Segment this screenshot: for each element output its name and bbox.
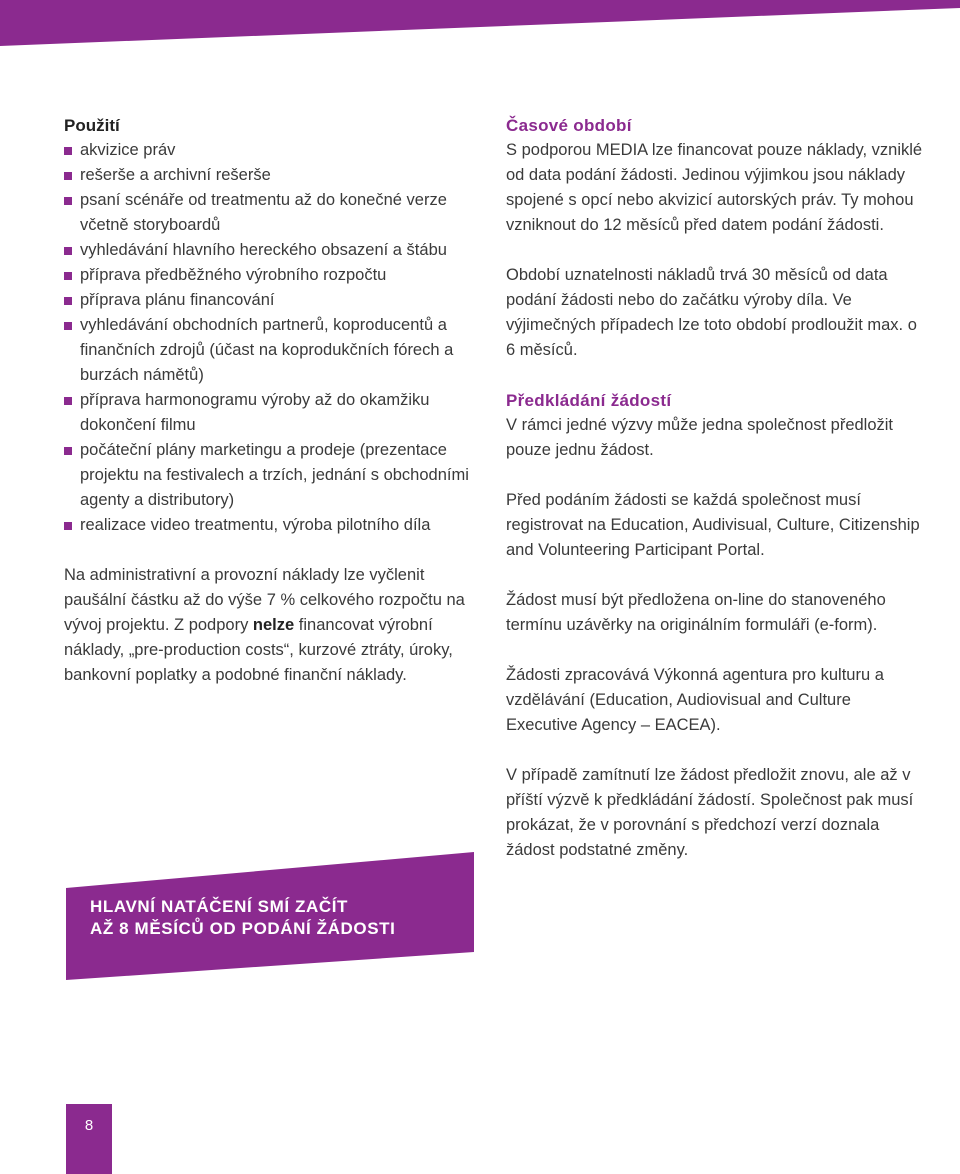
banner-line-1: HLAVNÍ NATÁČENÍ SMÍ ZAČÍT <box>90 897 349 916</box>
section-heading-uses: Použití <box>64 116 120 135</box>
paragraph: Žádost musí být předložena on-line do stanoveného termínu uzávěrky na originálním formuláři (e-form). <box>506 591 886 634</box>
page-number-box <box>66 1104 112 1174</box>
uses-list <box>64 138 474 538</box>
top-band-shape <box>0 0 960 48</box>
list-item <box>64 238 474 263</box>
list-item <box>64 288 474 313</box>
top-band-polygon <box>0 0 960 46</box>
square-bullet-icon <box>64 272 72 280</box>
list-item-text: realizace video treatmentu, výroba pilotního díla <box>80 516 431 534</box>
paragraph: S podporou MEDIA lze financovat pouze náklady, vzniklé od data podání žádosti. Jedinou výjimkou jsou náklady spojené s opcí nebo akvizicí autorských práv. Ty mohou vzniknout do 12 měsíců před datem podání žádosti. <box>506 141 923 234</box>
admin-costs-text-start: Na administrativní a provozní náklady lze vyčlenit paušální částku až do výše 7 % celkového rozpočtu na vývoj projektu. Z podpory <box>64 566 465 634</box>
list-item-text: vyhledávání obchodních partnerů, koproducentů a finančních zdrojů (účast na koprodukčních fórech a burzách námětů) <box>80 316 454 384</box>
list-item-text: příprava předběžného výrobního rozpočtu <box>80 266 387 284</box>
square-bullet-icon <box>64 197 72 205</box>
list-item <box>64 263 474 288</box>
spacer <box>506 738 926 763</box>
spacer <box>506 238 926 263</box>
list-item-text: počáteční plány marketingu a prodeje (prezentace projektu na festivalech a trzích, jednání s obchodními agenty a distributory) <box>80 441 469 509</box>
list-item-text: vyhledávání hlavního hereckého obsazení a štábu <box>80 241 447 259</box>
square-bullet-icon <box>64 172 72 180</box>
list-item <box>64 438 474 513</box>
list-item <box>64 513 474 538</box>
list-item <box>64 388 474 438</box>
list-item-text: rešerše a archivní rešerše <box>80 166 271 184</box>
list-item-text: příprava plánu financování <box>80 291 275 309</box>
square-bullet-icon <box>64 297 72 305</box>
right-column <box>506 113 926 863</box>
spacer <box>506 563 926 588</box>
spacer <box>506 363 926 388</box>
section-heading-time-period: Časové období <box>506 116 632 135</box>
spacer <box>64 538 474 563</box>
list-item-text: akvizice práv <box>80 141 176 159</box>
square-bullet-icon <box>64 247 72 255</box>
left-column <box>64 113 474 688</box>
square-bullet-icon <box>64 397 72 405</box>
admin-costs-text-end: financovat výrobní náklady, „pre-production costs“, kurzové ztráty, úroky, bankovní poplatky a podobné finanční náklady. <box>64 616 453 684</box>
square-bullet-icon <box>64 447 72 455</box>
square-bullet-icon <box>64 522 72 530</box>
list-item <box>64 188 474 238</box>
banner-text <box>90 896 395 940</box>
paragraph: Žádosti zpracovává Výkonná agentura pro kulturu a vzdělávání (Education, Audiovisual and Culture Executive Agency – EACEA). <box>506 666 884 734</box>
banner-line-2: AŽ 8 MĚSÍCŮ OD PODÁNÍ ŽÁDOSTI <box>90 919 396 938</box>
spacer <box>506 463 926 488</box>
paragraph: Období uznatelnosti nákladů trvá 30 měsíců od data podání žádosti nebo do začátku výroby díla. Ve výjimečných případech lze toto období prodloužit max. o 6 měsíců. <box>506 266 917 359</box>
paragraph: V rámci jedné výzvy může jedna společnost předložit pouze jednu žádost. <box>506 416 894 459</box>
square-bullet-icon <box>64 147 72 155</box>
spacer <box>506 638 926 663</box>
section-heading-submission: Předkládání žádostí <box>506 391 672 410</box>
highlight-banner <box>66 852 474 980</box>
square-bullet-icon <box>64 322 72 330</box>
list-item <box>64 163 474 188</box>
emphasis-nelze: nelze <box>252 616 295 634</box>
list-item-text: příprava harmonogramu výroby až do okamžiku dokončení filmu <box>80 391 430 434</box>
paragraph: Před podáním žádosti se každá společnost musí registrovat na Education, Audivisual, Culture, Citizenship and Volunteering Participant Portal. <box>506 491 920 559</box>
list-item <box>64 138 474 163</box>
page-number: 8 <box>84 1117 94 1134</box>
paragraph: V případě zamítnutí lze žádost předložit znovu, ale až v příští výzvě k předkládání žádostí. Společnost pak musí prokázat, že v porovnání s předchozí verzí doznala žádost podstatné změny. <box>506 766 914 859</box>
list-item <box>64 313 474 388</box>
list-item-text: psaní scénáře od treatmentu až do konečné verze včetně storyboardů <box>80 191 447 234</box>
admin-costs-paragraph <box>64 563 474 688</box>
top-accent-band <box>0 0 960 48</box>
